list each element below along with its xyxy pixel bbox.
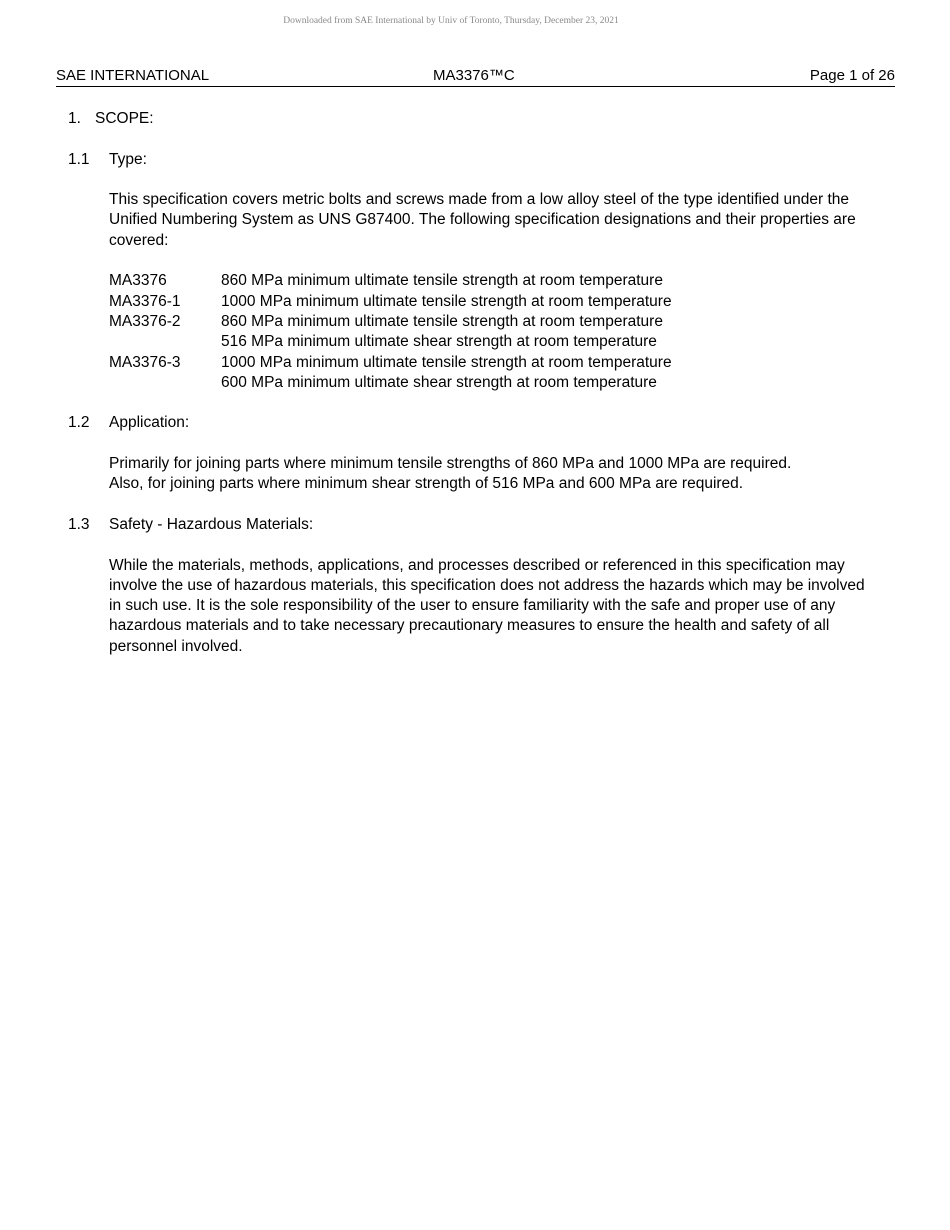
section-title: Type: bbox=[109, 150, 147, 168]
section-title: SCOPE: bbox=[95, 110, 154, 127]
header-document-number: MA3376™C bbox=[433, 67, 515, 84]
designation-code: MA3376-2 bbox=[109, 312, 181, 330]
designation-line: 1000 MPa minimum ultimate tensile strength at room temperature bbox=[221, 353, 672, 371]
section-safety-heading bbox=[68, 515, 868, 535]
section-number: 1.1 bbox=[68, 150, 90, 168]
designation-description bbox=[221, 312, 672, 353]
designation-row bbox=[109, 312, 672, 353]
designation-code: MA3376-3 bbox=[109, 353, 181, 371]
section-application-heading bbox=[68, 413, 868, 433]
section-title: Application: bbox=[109, 414, 190, 432]
section-type-heading bbox=[68, 150, 868, 170]
designation-row bbox=[109, 292, 672, 312]
designation-description bbox=[221, 271, 672, 291]
page-header bbox=[56, 66, 895, 87]
section-number: 1.2 bbox=[68, 414, 90, 432]
designation-row bbox=[109, 353, 672, 394]
safety-paragraph bbox=[109, 556, 869, 657]
designation-description bbox=[221, 353, 672, 394]
designation-code: MA3376-1 bbox=[109, 292, 181, 310]
header-page-label: Page 1 of 26 bbox=[809, 67, 895, 84]
type-paragraph bbox=[109, 190, 869, 251]
section-title: Safety - Hazardous Materials: bbox=[109, 515, 314, 533]
designation-line: 600 MPa minimum ultimate shear strength at room temperature bbox=[221, 373, 657, 391]
designation-line: 516 MPa minimum ultimate shear strength at room temperature bbox=[221, 333, 657, 351]
designation-description bbox=[221, 292, 672, 312]
section-scope-heading bbox=[68, 109, 868, 129]
section-number: 1.3 bbox=[68, 515, 90, 533]
paragraph-text: While the materials, methods, applications, and processes described or referenced in this specification may involve the use of hazardous materials, this specification does not address the hazards which may be involved in such use. It is the sole responsibility of the user to ensure familiarity with the safe and proper use of any hazardous materials and to take necessary precautionary measures to ensure the health and safety of all personnel involved. bbox=[109, 556, 865, 655]
header-organization: SAE INTERNATIONAL bbox=[56, 67, 210, 84]
paragraph-text: This specification covers metric bolts and screws made from a low alloy steel of the type identified under the Unified Numbering System as UNS G87400. The following specification designations and their properties are covered: bbox=[109, 191, 856, 249]
paragraph-line: Primarily for joining parts where minimum tensile strengths of 860 MPa and 1000 MPa are required. bbox=[109, 455, 792, 473]
designation-line: 1000 MPa minimum ultimate tensile strength at room temperature bbox=[221, 292, 672, 310]
designation-row bbox=[109, 271, 672, 291]
designation-table bbox=[109, 271, 672, 393]
section-number: 1. bbox=[68, 110, 81, 127]
designation-code: MA3376 bbox=[109, 272, 167, 290]
application-paragraph bbox=[109, 454, 869, 495]
download-watermark: Downloaded from SAE International by Univ of Toronto, Thursday, December 23, 2021 bbox=[283, 16, 619, 26]
paragraph-line: Also, for joining parts where minimum shear strength of 516 MPa and 600 MPa are required. bbox=[109, 475, 744, 493]
document-body bbox=[68, 109, 868, 677]
designation-line: 860 MPa minimum ultimate tensile strength at room temperature bbox=[221, 272, 663, 290]
designation-line: 860 MPa minimum ultimate tensile strength at room temperature bbox=[221, 312, 663, 330]
